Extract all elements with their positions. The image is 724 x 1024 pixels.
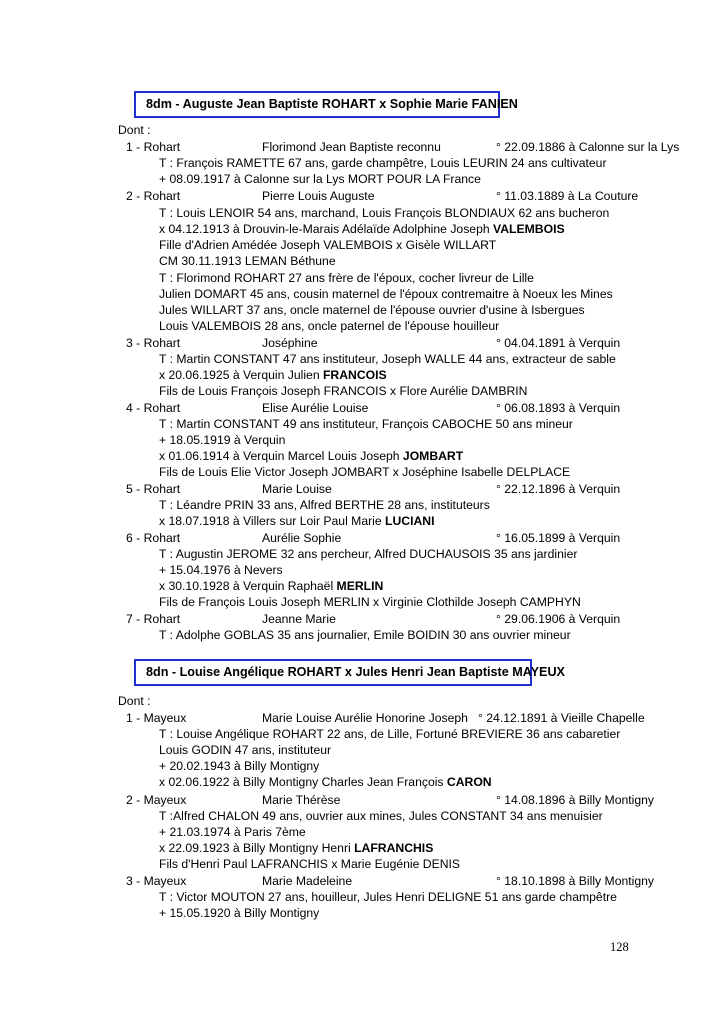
child-number: 7 - Rohart <box>126 612 181 626</box>
spouse-surname: CARON <box>446 775 492 789</box>
spouse-surname: MERLIN <box>336 579 384 593</box>
child-birth: ° 06.08.1893 à Verquin <box>496 401 621 415</box>
child-birth: ° 29.06.1906 à Verquin <box>496 612 621 626</box>
child-birth: ° 24.12.1891 à Vieille Chapelle <box>478 711 645 725</box>
detail-line: T : Victor MOUTON 27 ans, houilleur, Jules Henri DELIGNE 51 ans garde champêtre <box>159 890 617 904</box>
detail-line: CM 30.11.1913 LEMAN Béthune <box>159 254 336 268</box>
child-number: 5 - Rohart <box>126 482 181 496</box>
dont-label: Dont : <box>118 694 151 708</box>
marriage-text: x 04.12.1913 à Drouvin-le-Marais Adélaïde Adolphine Joseph <box>159 222 494 236</box>
page-number: 128 <box>610 940 629 954</box>
detail-line: Louis GODIN 47 ans, instituteur <box>159 743 332 757</box>
marriage-text: x 02.06.1922 à Billy Montigny Charles Jean François <box>159 775 447 789</box>
dont-label: Dont : <box>118 123 151 137</box>
child-number: 6 - Rohart <box>126 531 181 545</box>
child-birth: ° 18.10.1898 à Billy Montigny <box>496 874 654 888</box>
detail-line: T : Louis LENOIR 54 ans, marchand, Louis François BLONDIAUX 62 ans bucheron <box>159 206 610 220</box>
child-birth: ° 04.04.1891 à Verquin <box>496 336 621 350</box>
detail-line: T : Martin CONSTANT 49 ans instituteur, François CABOCHE 50 ans mineur <box>159 417 573 431</box>
detail-line: T : Adolphe GOBLAS 35 ans journalier, Emile BOIDIN 30 ans ouvrier mineur <box>159 628 571 642</box>
child-birth: ° 14.08.1896 à Billy Montigny <box>496 793 654 807</box>
marriage-text: x 30.10.1928 à Verquin Raphaël <box>159 579 337 593</box>
child-given-names: Pierre Louis Auguste <box>262 189 375 203</box>
detail-line: Fils de Louis François Joseph FRANCOIS x Flore Aurélie DAMBRIN <box>159 384 528 398</box>
child-number: 1 - Mayeux <box>126 711 187 725</box>
detail-line: T : Martin CONSTANT 47 ans instituteur, Joseph WALLE 44 ans, extracteur de sable <box>159 352 616 366</box>
detail-line: T :Alfred CHALON 49 ans, ouvrier aux mines, Jules CONSTANT 34 ans menuisier <box>159 809 603 823</box>
marriage-text: x 18.07.1918 à Villers sur Loir Paul Marie <box>159 514 386 528</box>
detail-line: + 08.09.1917 à Calonne sur la Lys MORT POUR LA France <box>159 172 481 186</box>
child-number: 1 - Rohart <box>126 140 181 154</box>
detail-line: + 18.05.1919 à Verquin <box>159 433 286 447</box>
detail-line: T : Florimond ROHART 27 ans frère de l'époux, cocher livreur de Lille <box>159 271 534 285</box>
child-birth: ° 11.03.1889 à La Couture <box>496 189 639 203</box>
detail-line: Julien DOMART 45 ans, cousin maternel de l'époux contremaitre à Noeux les Mines <box>159 287 613 301</box>
child-given-names: Marie Madeleine <box>262 874 353 888</box>
marriage-line <box>159 448 463 464</box>
child-given-names: Marie Louise <box>262 482 332 496</box>
detail-line: + 15.04.1976 à Nevers <box>159 563 283 577</box>
child-birth: ° 16.05.1899 à Verquin <box>496 531 621 545</box>
detail-line: Fils d'Henri Paul LAFRANCHIS x Marie Eugénie DENIS <box>159 857 461 871</box>
child-number: 4 - Rohart <box>126 401 181 415</box>
marriage-line <box>159 367 387 383</box>
detail-line: + 21.03.1974 à Paris 7ème <box>159 825 306 839</box>
child-given-names: Joséphine <box>262 336 318 350</box>
marriage-line <box>159 221 565 237</box>
detail-line: Fils de Louis Elie Victor Joseph JOMBART x Joséphine Isabelle DELPLACE <box>159 465 571 479</box>
detail-line: Fils de François Louis Joseph MERLIN x Virginie Clothilde Joseph CAMPHYN <box>159 595 581 609</box>
marriage-line <box>159 774 492 790</box>
child-birth: ° 22.12.1896 à Verquin <box>496 482 621 496</box>
detail-line: T : Augustin JEROME 32 ans percheur, Alfred DUCHAUSOIS 35 ans jardinier <box>159 547 578 561</box>
spouse-surname: LUCIANI <box>385 514 435 528</box>
marriage-line <box>159 513 434 529</box>
detail-line: Fille d'Adrien Amédée Joseph VALEMBOIS x Gisèle WILLART <box>159 238 497 252</box>
detail-line: + 15.05.1920 à Billy Montigny <box>159 906 320 920</box>
spouse-surname: LAFRANCHIS <box>354 841 434 855</box>
child-number: 2 - Rohart <box>126 189 181 203</box>
detail-line: Louis VALEMBOIS 28 ans, oncle paternel de l'épouse houilleur <box>159 319 500 333</box>
detail-line: + 20.02.1943 à Billy Montigny <box>159 759 320 773</box>
detail-line: T : Louise Angélique ROHART 22 ans, de Lille, Fortuné BREVIERE 36 ans cabaretier <box>159 727 621 741</box>
marriage-line <box>159 840 433 856</box>
child-given-names: Jeanne Marie <box>262 612 336 626</box>
section-title-8dm: 8dm - Auguste Jean Baptiste ROHART x Sophie Marie FANIEN <box>134 91 500 118</box>
detail-line: T : Léandre PRIN 33 ans, Alfred BERTHE 28 ans, instituteurs <box>159 498 490 512</box>
marriage-line <box>159 578 383 594</box>
marriage-text: x 22.09.1923 à Billy Montigny Henri <box>159 841 355 855</box>
child-given-names: Florimond Jean Baptiste reconnu <box>262 140 441 154</box>
spouse-surname: JOMBART <box>402 449 464 463</box>
detail-line: Jules WILLART 37 ans, oncle maternel de l'épouse ouvrier d'usine à Isbergues <box>159 303 585 317</box>
section-title-8dn: 8dn - Louise Angélique ROHART x Jules Henri Jean Baptiste MAYEUX <box>134 659 532 686</box>
child-given-names: Marie Louise Aurélie Honorine Joseph <box>262 711 468 725</box>
marriage-text: x 20.06.1925 à Verquin Julien <box>159 368 323 382</box>
detail-line: T : François RAMETTE 67 ans, garde champêtre, Louis LEURIN 24 ans cultivateur <box>159 156 607 170</box>
child-given-names: Marie Thérèse <box>262 793 341 807</box>
marriage-text: x 01.06.1914 à Verquin Marcel Louis Joseph <box>159 449 403 463</box>
child-birth: ° 22.09.1886 à Calonne sur la Lys <box>496 140 680 154</box>
child-number: 2 - Mayeux <box>126 793 187 807</box>
spouse-surname: VALEMBOIS <box>493 222 565 236</box>
child-given-names: Aurélie Sophie <box>262 531 342 545</box>
child-given-names: Elise Aurélie Louise <box>262 401 369 415</box>
child-number: 3 - Mayeux <box>126 874 187 888</box>
spouse-surname: FRANCOIS <box>322 368 387 382</box>
child-number: 3 - Rohart <box>126 336 181 350</box>
